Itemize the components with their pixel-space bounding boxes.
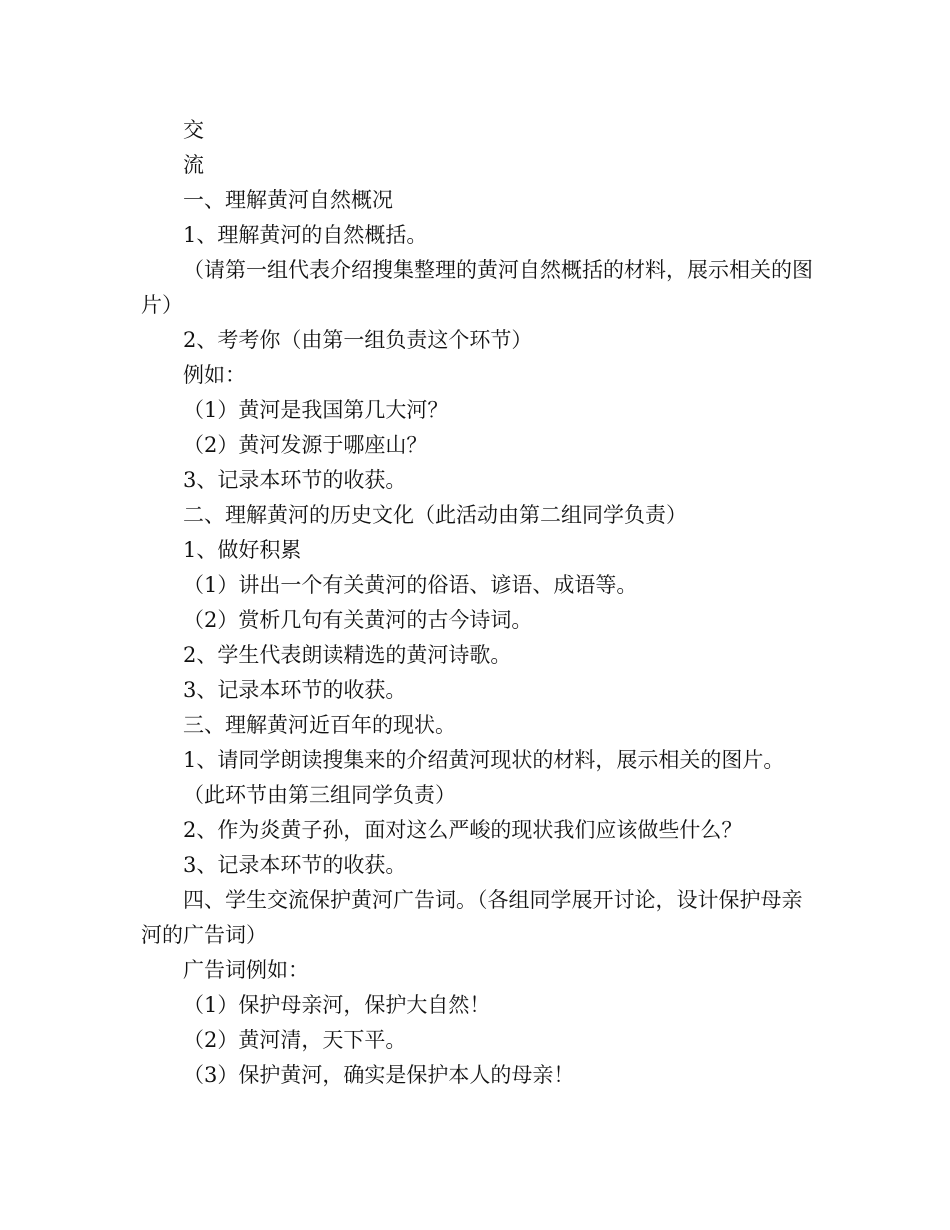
item-3-2: 2、作为炎黄子孙，面对这么严峻的现状我们应该做些什么？ bbox=[183, 818, 743, 842]
item-1-2: 2、考考你（由第一组负责这个环节） bbox=[183, 328, 533, 352]
example-label-1: 例如： bbox=[183, 363, 246, 387]
ad-example-label: 广告词例如： bbox=[183, 958, 309, 982]
heading-char-1: 交 bbox=[183, 118, 204, 142]
item-3-1: 1、请同学朗读搜集来的介绍黄河现状的材料，展示相关的图片。 bbox=[183, 748, 785, 772]
section-heading-3: 三、理解黄河近百年的现状。 bbox=[183, 713, 456, 737]
section-heading-1: 一、理解黄河自然概况 bbox=[183, 188, 393, 212]
ad-example-3: （3）保护黄河，确实是保护本人的母亲！ bbox=[183, 1063, 575, 1087]
ad-example-1: （1）保护母亲河，保护大自然！ bbox=[183, 993, 491, 1017]
question-1: （1）黄河是我国第几大河？ bbox=[183, 398, 449, 422]
ad-example-2: （2）黄河清，天下平。 bbox=[183, 1028, 407, 1052]
item-3-3: 3、记录本环节的收获。 bbox=[183, 853, 407, 877]
document-body bbox=[141, 113, 821, 1093]
sub-item-2-1-2: （2）赏析几句有关黄河的古今诗词。 bbox=[183, 608, 533, 632]
item-1-1: 1、理解黄河的自然概括。 bbox=[183, 223, 428, 247]
item-1-3: 3、记录本环节的收获。 bbox=[183, 468, 407, 492]
item-2-2: 2、学生代表朗读精选的黄河诗歌。 bbox=[183, 643, 512, 667]
sub-item-2-1-1: （1）讲出一个有关黄河的俗语、谚语、成语等。 bbox=[183, 573, 638, 597]
heading-char-2: 流 bbox=[183, 153, 204, 177]
section-heading-2: 二、理解黄河的历史文化（此活动由第二组同学负责） bbox=[183, 503, 687, 527]
item-2-1: 1、做好积累 bbox=[183, 538, 302, 562]
paragraph-1-note: （请第一组代表介绍搜集整理的黄河自然概括的材料，展示相关的图片） bbox=[141, 258, 813, 317]
question-2: （2）黄河发源于哪座山？ bbox=[183, 433, 428, 457]
item-3-1-note: （此环节由第三组同学负责） bbox=[183, 783, 456, 807]
section-heading-4: 四、学生交流保护黄河广告词。（各组同学展开讨论，设计保护母亲河的广告词） bbox=[141, 888, 803, 947]
item-2-3: 3、记录本环节的收获。 bbox=[183, 678, 407, 702]
